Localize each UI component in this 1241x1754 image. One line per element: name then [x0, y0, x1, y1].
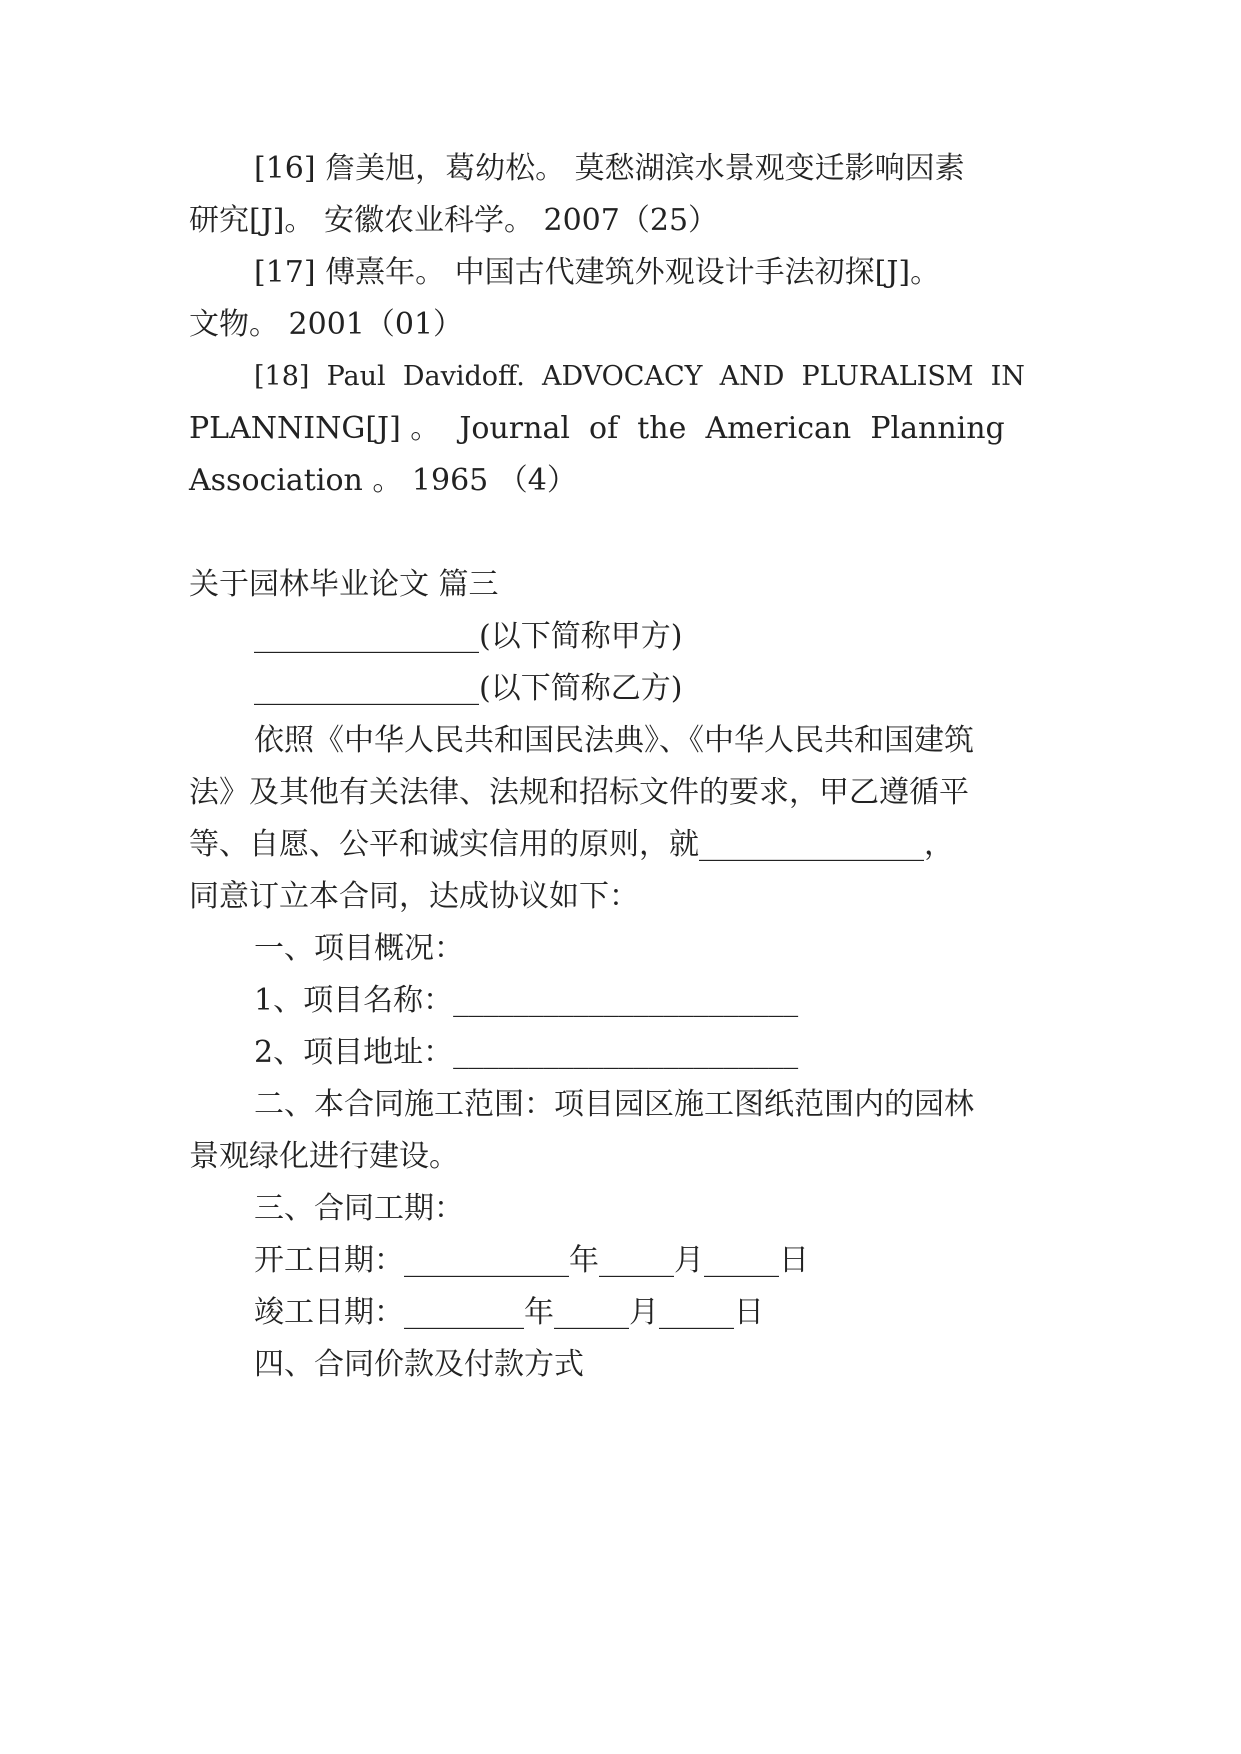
intro-line-1: 依照《中华人民共和国民法典》、《中华人民共和国建筑 — [254, 723, 974, 758]
item-3-title: 三、合同工期： — [254, 1191, 464, 1226]
project-name-line: 1、项目名称：_______________________ — [254, 983, 799, 1018]
reference-18-line-2: PLANNING[J] 。 Journal of the American Planning — [189, 411, 1005, 446]
intro-line-2: 法》及其他有关法律、法规和招标文件的要求，甲乙遵循平 — [189, 775, 969, 810]
intro-line-4: 同意订立本合同，达成协议如下： — [189, 879, 639, 914]
item-2-line-1: 二、本合同施工范围：项目园区施工图纸范围内的园林 — [254, 1087, 974, 1122]
reference-18-line-3: Association 。 1965 （4） — [189, 463, 577, 498]
item-1-title: 一、项目概况： — [254, 931, 464, 966]
intro-line-3: 等、自愿、公平和诚实信用的原则，就_______________， — [189, 827, 954, 862]
item-4-title: 四、合同价款及付款方式 — [254, 1347, 584, 1382]
reference-17-line-2: 文物。 2001（01） — [189, 307, 464, 342]
reference-18-line-1: [18] Paul Davidoff. ADVOCACY AND PLURALISM IN — [254, 361, 1025, 392]
end-date-line: 竣工日期：________年_____月_____日 — [254, 1295, 764, 1330]
section-heading: 关于园林毕业论文 篇三 — [189, 567, 499, 602]
reference-16-line-1: [16] 詹美旭，葛幼松。 莫愁湖滨水景观变迁影响因素 — [254, 151, 965, 186]
reference-17-line-1: [17] 傅熹年。 中国古代建筑外观设计手法初探[J]。 — [254, 255, 941, 290]
item-2-line-2: 景观绿化进行建设。 — [189, 1139, 459, 1174]
start-date-line: 开工日期：___________年_____月_____日 — [254, 1243, 809, 1278]
reference-16-line-2: 研究[J]。 安徽农业科学。 2007（25） — [189, 203, 719, 238]
party-a-line: _______________(以下简称甲方) — [254, 619, 683, 654]
project-address-line: 2、项目地址：_______________________ — [254, 1035, 799, 1070]
party-b-line: _______________(以下简称乙方) — [254, 671, 683, 706]
